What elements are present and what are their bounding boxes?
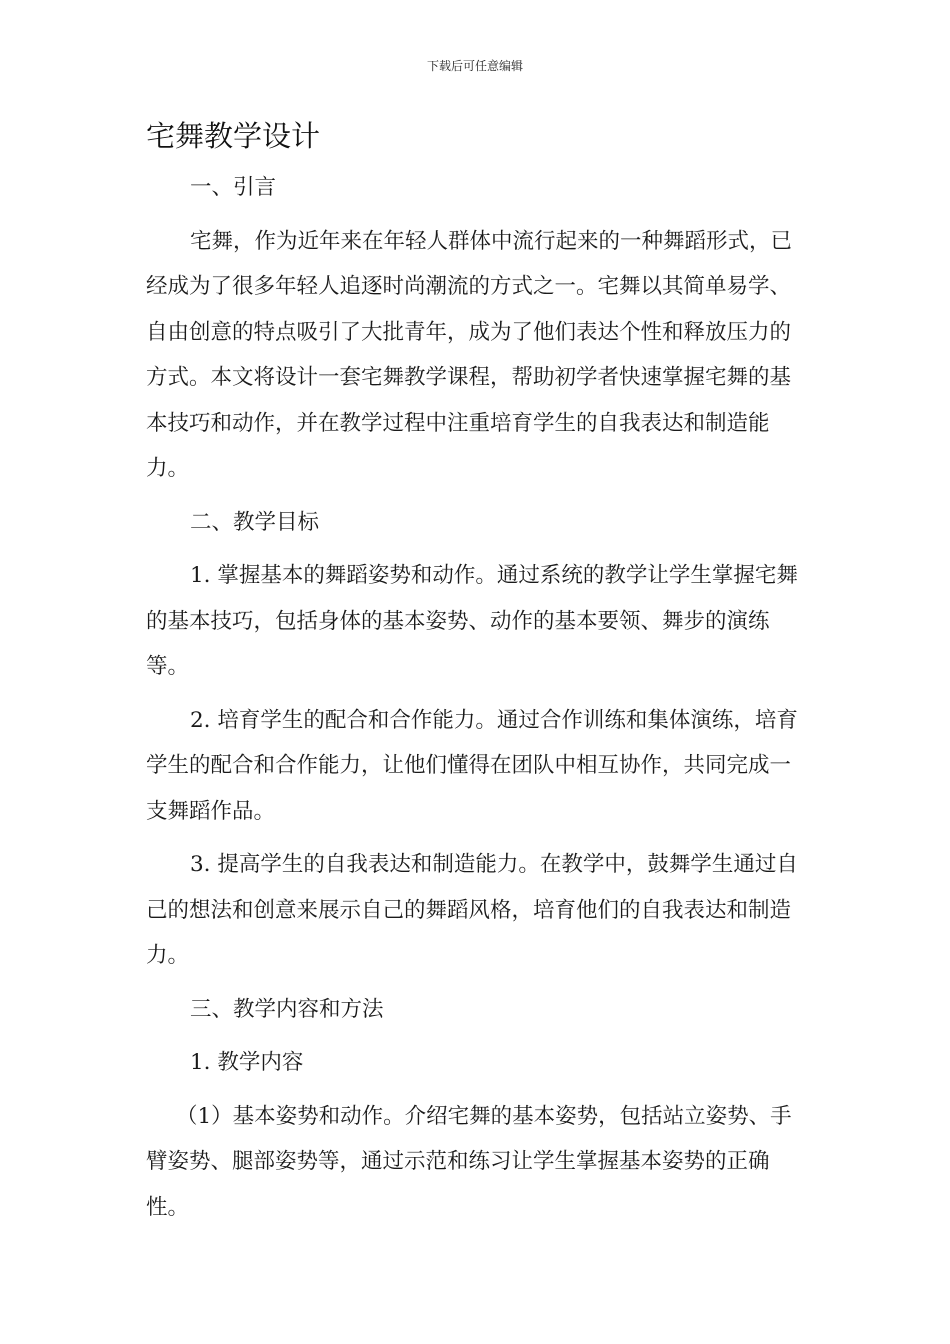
document-body	[146, 165, 806, 1238]
paragraph-goal-3: 3. 提高学生的自我表达和制造能力。在教学中，鼓舞学生通过自己的想法和创意来展示自己的舞蹈风格，培育他们的自我表达和制造力。	[146, 852, 798, 968]
paragraph-introduction: 宅舞，作为近年来在年轻人群体中流行起来的一种舞蹈形式，已经成为了很多年轻人追逐时尚潮流的方式之一。宅舞以其简单易学、自由创意的特点吸引了大批青年，成为了他们表达个性和释放压力的方式。本文将设计一套宅舞教学课程，帮助初学者快速掌握宅舞的基本技巧和动作，并在教学过程中注重培育学生的自我表达和制造能力。	[146, 228, 793, 481]
paragraph-goal-1: 1. 掌握基本的舞蹈姿势和动作。通过系统的教学让学生掌握宅舞的基本技巧，包括身体的基本姿势、动作的基本要领、舞步的演练等。	[146, 563, 798, 679]
section-heading-goals: 二、教学目标	[190, 509, 320, 535]
paragraph-basic-postures: （1）基本姿势和动作。介绍宅舞的基本姿势，包括站立姿势、手臂姿势、腿部姿势等，通过示范和练习让学生掌握基本姿势的正确性。	[146, 1103, 792, 1220]
document-title: 宅舞教学设计	[146, 119, 321, 153]
section-heading-introduction: 一、引言	[190, 175, 277, 200]
section-heading-content-methods: 三、教学内容和方法	[190, 996, 384, 1022]
subheading-teaching-content: 1. 教学内容	[190, 1050, 304, 1075]
paragraph-goal-2: 2. 培育学生的配合和合作能力。通过合作训练和集体演练，培育学生的配合和合作能力，让他们懂得在团队中相互协作，共同完成一支舞蹈作品。	[146, 707, 798, 824]
page-header-note: 下载后可任意编辑	[426, 59, 523, 73]
